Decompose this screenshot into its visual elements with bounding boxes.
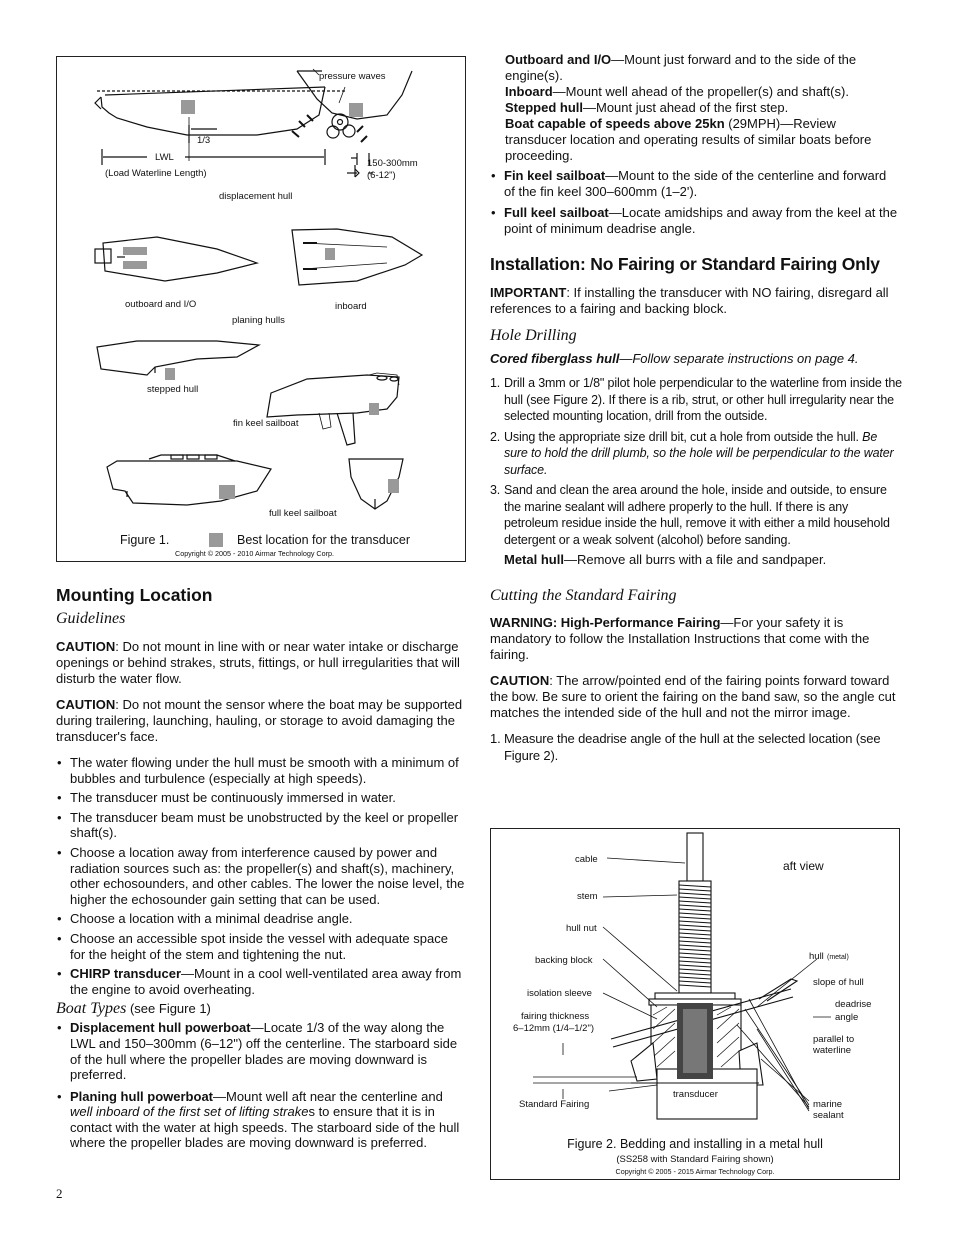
caution-note [490, 673, 902, 721]
label-transducer: transducer [673, 1089, 718, 1100]
label-offset-in: (6-12") [367, 170, 396, 181]
label-hull-nut: hull nut [566, 923, 597, 934]
label-outboard: outboard and I/O [125, 299, 197, 310]
fast-text: (29MPH)—Review transducer location and operating results of similar boats before proceeding. [505, 116, 872, 163]
installation-title: Installation: No Fairing or Standard Fairing Only [490, 254, 880, 274]
fast-boat [505, 116, 900, 164]
figure-1 [56, 56, 466, 562]
sailboat-list [490, 168, 900, 240]
step-2 [490, 429, 902, 479]
list-item: • The water flowing under the hull must be smooth with a minimum of bubbles and turbulence (especially at high speeds). [56, 755, 466, 786]
cored-note [490, 351, 902, 367]
measure-steps [490, 731, 902, 764]
label-aft-view: aft view [783, 859, 824, 873]
full-keel-label: Full keel sailboat [504, 205, 609, 221]
stepped-text: —Mount just ahead of the first step. [583, 100, 789, 115]
label-offset-mm: 150-300mm [367, 158, 418, 169]
outboard-label: Outboard and I/O [505, 52, 612, 67]
label-fairing-thickness-dim: 6–12mm (1/4–1/2") [513, 1023, 594, 1034]
list-item-chirp [56, 966, 466, 997]
figure-2 [490, 828, 900, 1180]
step-number: 1. [490, 731, 501, 746]
guidelines-title: Guidelines [56, 610, 126, 627]
label-isolation-sleeve: isolation sleeve [527, 988, 592, 999]
list-item-displacement [56, 1020, 466, 1082]
figure-1-drawing [57, 57, 465, 561]
warning-text: —For your safety it is mandatory to follow the Installation Instructions that come with the fairing. [490, 615, 870, 662]
label-slope-of-hull: slope of hull [813, 977, 864, 988]
figure-1-copyright: Copyright © 2005 - 2010 Airmar Technology Corp. [175, 549, 334, 558]
fast-label: Boat capable of speeds above 25kn [505, 116, 725, 131]
metal-hull-note [490, 552, 902, 568]
figure-2-subcaption: (SS258 with Standard Fairing shown) [616, 1154, 774, 1165]
list-item-planing [56, 1089, 466, 1151]
figure-2-drawing [491, 829, 899, 1179]
label-marine: marine [813, 1099, 843, 1110]
guidelines-list [56, 755, 466, 997]
step-text: Sand and clean the area around the hole, inside and outside, to ensure the marine sealant will adhere properly to the hull. If there is any petroleum residue inside the hull, remove it with either a mild household detergent or a weak solvent (alcohol) before sanding. [504, 483, 890, 547]
metal-label: Metal hull [504, 552, 564, 567]
caution-1-text: : Do not mount in line with or near water intake or discharge openings or behind strakes, struts, fittings, or hull irregularities that will disturb the water flow. [56, 639, 460, 686]
cutting-title: Cutting the Standard Fairing [490, 587, 677, 604]
label-hull: hull [809, 951, 824, 962]
list-item: • Choose an accessible spot inside the vessel with adequate space for the height of the stem and tightening the nut. [56, 931, 466, 962]
displacement-text: —Locate 1/3 of the way along the LWL and 150–300mm (6–12") off the centerline. The starboard side of the hull where the propeller blades are moving downward is preferred. [70, 1020, 458, 1083]
cored-label: Cored fiberglass hull [490, 351, 620, 366]
figure-1-caption-text: Best location for the transducer [237, 533, 411, 547]
list-item: • The transducer beam must be unobstructed by the keel or propeller shaft(s). [56, 810, 466, 841]
mounting-title: Mounting Location [56, 585, 213, 605]
caution-1 [56, 639, 466, 687]
chirp-label: CHIRP transducer [70, 966, 182, 982]
label-pressure-waves: pressure waves [319, 71, 386, 82]
figure-1-caption-prefix: Figure 1. [120, 533, 170, 547]
boat-types-title: Boat Types [56, 1000, 127, 1018]
fin-keel-text: —Mount to the side of the centerline and forward of the fin keel 300–600mm (1–2'). [504, 168, 887, 199]
planing-italic: well inboard of the first set of lifting strake [70, 1104, 309, 1120]
label-stem: stem [577, 891, 598, 902]
label-inboard: inboard [335, 301, 367, 312]
list-item: • The transducer must be continuously immersed in water. [56, 790, 466, 806]
chirp-text: —Mount in a cool well-ventilated area away from the engine to avoid overheating. [70, 966, 462, 997]
step-number: 1. [490, 376, 501, 390]
mounting-section [56, 584, 466, 1155]
displacement-label: Displacement hull powerboat [70, 1020, 251, 1036]
list-item: • Choose a location with a minimal deadrise angle. [56, 911, 466, 927]
label-waterline: waterline [813, 1045, 852, 1056]
caution-2 [56, 697, 466, 745]
label-metal: (metal) [827, 954, 849, 961]
label-stepped-hull: stepped hull [147, 384, 199, 395]
label-one-third: 1/3 [197, 135, 211, 146]
step-measure [490, 731, 902, 764]
figure-2-copyright: Copyright © 2005 - 2015 Airmar Technology Corp. [615, 1167, 775, 1176]
list-item-full-keel [490, 205, 900, 236]
caution-2-text: : Do not mount the sensor where the boat may be supported during trailering, launching, hauling, or storage to avoid damaging the transducer's face. [56, 697, 463, 744]
warning-label: WARNING: High-Performance Fairing [490, 615, 721, 630]
label-sealant: sealant [813, 1110, 844, 1121]
caution-label: CAUTION [490, 673, 550, 688]
full-keel-text: —Locate amidships and away from the keel at the point of minimum deadrise angle. [504, 205, 898, 236]
important-note [490, 285, 902, 317]
outboard-text: —Mount just forward and to the side of the engine(s). [505, 52, 857, 83]
list-item: • Choose a location away from interference caused by power and radiation sources such as: the propeller(s) and shaft(s), machinery, other echosounders, and other cables. The lower the noise level, the higher the echosounder gain setting that can be used. [56, 845, 466, 907]
drilling-steps [490, 375, 902, 548]
label-standard-fairing: Standard Fairing [519, 1099, 590, 1110]
label-full-keel: full keel sailboat [269, 508, 337, 519]
inboard [505, 84, 900, 100]
label-planing-hulls: planing hulls [232, 315, 285, 326]
planing-label: Planing hull powerboat [70, 1088, 213, 1104]
caution-2-label: CAUTION [56, 697, 116, 712]
stepped-label: Stepped hull [505, 100, 583, 115]
inboard-label: Inboard [505, 84, 553, 99]
inboard-text: —Mount well ahead of the propeller(s) and shaft(s). [552, 84, 849, 99]
step-text: Measure the deadrise angle of the hull at the selected location (see Figure 2). [504, 731, 881, 763]
legend-swatch [209, 533, 223, 547]
page-number: 2 [56, 1186, 63, 1201]
outboard-io [505, 52, 900, 84]
hole-drilling-title: Hole Drilling [490, 327, 577, 344]
label-deadrise: deadrise [835, 999, 872, 1010]
figure-2-caption: Figure 2. Bedding and installing in a metal hull [567, 1137, 823, 1151]
step-text: Drill a 3mm or 1/8" pilot hole perpendicular to the waterline from inside the hull (see Figure 2). If there is a rib, strut, or other hull irregularity near the selected mounting location, drill from the outside. [504, 376, 902, 423]
label-angle: angle [835, 1012, 859, 1023]
step-number: 3. [490, 483, 501, 497]
step-1 [490, 375, 902, 425]
label-displacement-hull: displacement hull [219, 191, 293, 202]
warning-note [490, 615, 902, 663]
step-italic: Be sure to hold the drill plumb, so the hole will be perpendicular to the water surface. [504, 429, 894, 477]
boat-types-ref: (see Figure 1) [126, 1001, 211, 1017]
label-cable: cable [575, 854, 598, 865]
step-number: 2. [490, 429, 501, 444]
installation-section [490, 253, 902, 768]
metal-text: —Remove all burrs with a file and sandpaper. [563, 552, 827, 567]
planing-text-1: —Mount well aft near the centerline and [213, 1088, 443, 1104]
fin-keel-label: Fin keel sailboat [504, 168, 606, 183]
boat-types-list [56, 1020, 466, 1151]
list-item-fin-keel [490, 168, 900, 199]
label-fin-keel: fin keel sailboat [233, 418, 299, 429]
important-text: : If installing the transducer with NO fairing, disregard all references to a fairing and backing block. [490, 285, 889, 316]
boat-types-continued [505, 52, 900, 164]
planing-text-2: s to ensure that it is in contact with the water at high speeds. The starboard side of the hull where the propeller blades are moving downward is preferred. [70, 1104, 460, 1151]
label-lwl: LWL [155, 152, 174, 163]
step-3 [490, 482, 902, 548]
step-text: Using the appropriate size drill bit, cut a hole from outside the hull. [504, 429, 863, 444]
label-lwl-full: (Load Waterline Length) [105, 168, 207, 179]
caution-1-label: CAUTION [56, 639, 116, 654]
cored-text: —Follow separate instructions on page 4. [619, 351, 859, 366]
label-parallel-to: parallel to [813, 1034, 855, 1045]
label-fairing-thickness: fairing thickness [521, 1011, 590, 1022]
important-label: IMPORTANT [490, 285, 567, 300]
caution-text: : The arrow/pointed end of the fairing points forward toward the bow. Be sure to orient the fairing on the band saw, so the angle cut matches the intended side of the hull and not the mirror image. [490, 673, 896, 720]
stepped-hull [505, 100, 900, 116]
label-backing-block: backing block [535, 955, 593, 966]
boat-types-heading [56, 1001, 466, 1017]
